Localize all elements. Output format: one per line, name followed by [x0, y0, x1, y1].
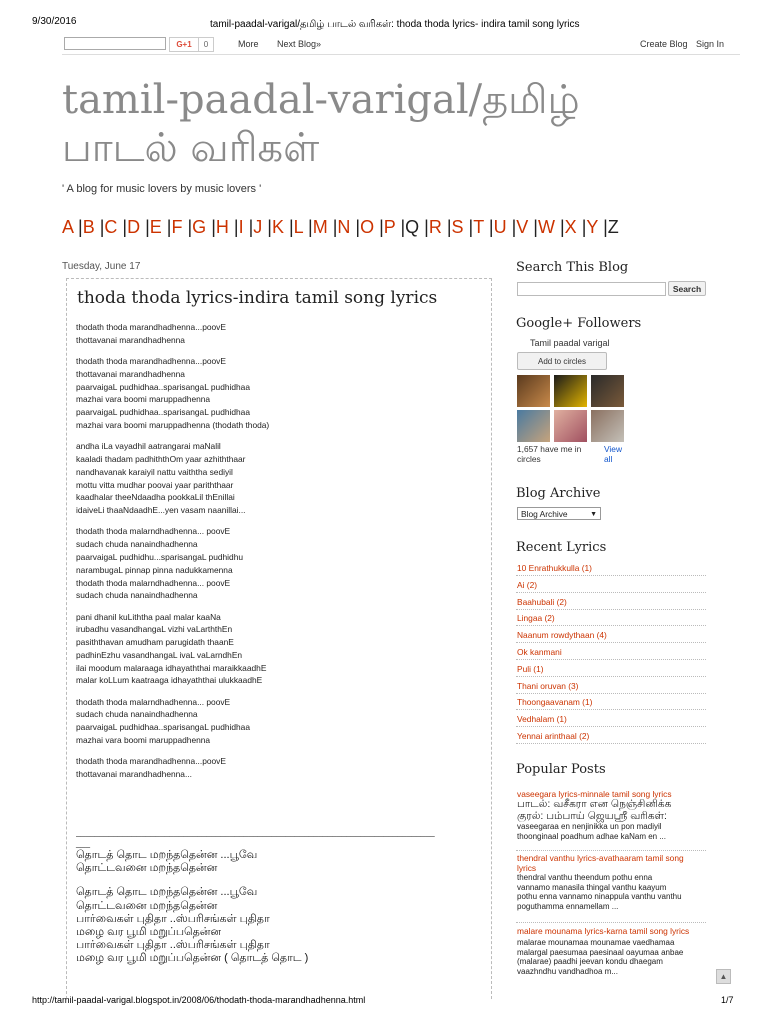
alpha-separator: | [73, 217, 83, 237]
lyrics-line: paarvaigaL pudhidhu...sparisangaL pudhidhu [76, 551, 244, 562]
recent-lyrics-link[interactable]: Baahubali (2) [517, 596, 567, 607]
popular-post-snippet: thendral vanthu theendum pothu enna [517, 873, 653, 882]
alpha-separator: | [182, 217, 193, 237]
alpha-link-w[interactable]: W [537, 217, 555, 237]
divider [516, 743, 706, 744]
blog-search-input[interactable] [517, 282, 666, 296]
alpha-separator: | [262, 217, 272, 237]
alpha-separator: | [554, 217, 565, 237]
lyrics-line: sudach chuda nanaindhadhenna [76, 590, 198, 601]
print-page-title: tamil-paadal-varigal/தமிழ் பாடல் வரிகள்: thoda thoda lyrics- indira tamil song lyrics [210, 19, 580, 30]
archive-select-value: Blog Archive [521, 509, 568, 519]
alpha-separator: | [243, 217, 254, 237]
print-date: 9/30/2016 [32, 16, 77, 27]
popular-post-tamil: குரல்: பம்பாய் ஜெயஸ்ரீ வரிகள்: [517, 809, 667, 822]
post-tamil-lyrics [76, 849, 486, 966]
followers-name[interactable]: Tamil paadal varigal [530, 338, 610, 348]
popular-post-snippet: malarae mounamaa mounamae vaedhamaa [517, 938, 675, 947]
alpha-link-j[interactable]: J [253, 217, 263, 237]
alpha-separator: | [374, 217, 384, 237]
alpha-link-t[interactable]: T [473, 217, 484, 237]
alpha-link-f[interactable]: F [171, 217, 183, 237]
alpha-separator: | [161, 217, 172, 237]
recent-lyrics-link[interactable]: Thani oruvan (3) [517, 680, 579, 691]
navbar-search-input[interactable] [64, 37, 166, 50]
tamil-lyrics-line: தொட்டவனை மறந்ததென்ன [76, 862, 218, 875]
tamil-lyrics-line: பார்வைகள் புதிதா ..ஸ்பரிசங்கள் புதிதா [76, 939, 270, 952]
add-to-circles-button[interactable]: Add to circles [517, 352, 607, 370]
alpha-separator: | [228, 217, 239, 237]
tamil-lyrics-line: தொட்டவனை மறந்ததென்ன [76, 899, 218, 912]
alpha-link-x[interactable]: X [564, 217, 577, 237]
lyrics-line: mottu vitta mudhar poovai yaar pariththaar [76, 479, 234, 490]
alpha-separator: | [206, 217, 216, 237]
alpha-link-i[interactable]: I [238, 217, 244, 237]
alpha-separator: | [463, 217, 474, 237]
post-date: Tuesday, June 17 [62, 261, 141, 272]
lyrics-line: paarvaigaL pudhidhaa..sparisangaL pudhidhaa [76, 407, 251, 418]
alphabet-nav [62, 217, 619, 238]
post-container [66, 278, 492, 999]
tamil-lyrics-line: தொடத் தொட மறந்ததென்ன ...பூவே [76, 886, 258, 899]
lyrics-line: nandhavanak karaiyil nattu vaiththa sediyil [76, 466, 233, 477]
sign-in-link[interactable]: Sign In [696, 39, 725, 49]
lyrics-line [76, 687, 486, 695]
alpha-link-m[interactable]: M [312, 217, 328, 237]
lyrics-line: sudach chuda nanaindhadhenna [76, 709, 198, 720]
follower-avatar[interactable] [591, 375, 624, 407]
view-all-link[interactable]: View all [604, 444, 623, 464]
alpha-link-p[interactable]: P [383, 217, 396, 237]
popular-post-snippet: poguthamma ennamellam ... [517, 901, 619, 911]
alpha-separator: | [283, 217, 294, 237]
alpha-link-e[interactable]: E [149, 217, 162, 237]
alpha-separator: | [441, 217, 452, 237]
lyrics-line: narambugaL pinnap pinna nadukkamenna [76, 564, 233, 575]
recent-heading: Recent Lyrics [516, 540, 607, 555]
popular-post [517, 926, 717, 976]
archive-heading: Blog Archive [516, 486, 601, 501]
divider [516, 922, 706, 923]
alpha-separator: | [94, 217, 105, 237]
follower-avatar[interactable] [517, 410, 550, 442]
alpha-link-c[interactable]: C [104, 217, 118, 237]
tamil-lyrics-line: மழை வர பூமி மறுப்பதென்ன [76, 926, 222, 939]
scroll-to-top-icon[interactable]: ▲ [716, 969, 731, 984]
alpha-separator: | [350, 217, 361, 237]
divider [516, 709, 706, 710]
next-blog-link[interactable]: Next Blog» [277, 39, 322, 49]
lyrics-line [76, 347, 486, 355]
lyrics-line: kaadhalar theeNdaadha pookkaLil thEnillai [76, 492, 235, 503]
archive-select[interactable] [517, 507, 601, 520]
alpha-link-y[interactable]: Y [586, 217, 599, 237]
lyrics-line [76, 432, 486, 440]
alpha-separator: | [395, 217, 406, 237]
lyrics-line: paarvaigaL pudhidhaa..sparisangaL pudhidhaa [76, 381, 251, 392]
alpha-separator: | [117, 217, 128, 237]
popular-post-snippet: (malarae) paadhi jeevan kondu dhaegam [517, 957, 663, 967]
lyrics-line: thodath thoda malarndhadhenna... poovE [76, 526, 231, 537]
lyrics-line: thottavanai marandhadhenna... [76, 769, 192, 780]
blogger-navbar [62, 34, 740, 55]
popular-post-snippet: vaazhndhu vandhadhoa m... [517, 966, 618, 976]
lyrics-line: thodath thoda malarndhadhenna... poovE [76, 696, 231, 707]
divider [516, 850, 706, 851]
follower-avatar[interactable] [591, 410, 624, 442]
lyrics-line: pasiththavan amudham parugidath thaanE [76, 637, 234, 648]
popular-post-title[interactable]: malare mounama lyrics-karna tamil song lyrics [517, 926, 690, 936]
blog-title-line1[interactable]: tamil-paadal-varigal/தமிழ் [62, 77, 580, 123]
popular-post-tamil: பாடல்: வசீகரா என நெஞ்சினிக்க [517, 798, 672, 810]
blog-title-line2[interactable]: பாடல் வரிகள் [62, 125, 320, 171]
alpha-separator: | [419, 217, 429, 237]
lyrics-line [76, 602, 486, 610]
lyrics-separator: _____________________________________________________________________________ [76, 827, 435, 837]
divider [516, 609, 706, 610]
lyrics-line [76, 747, 486, 755]
alpha-link-b[interactable]: B [82, 217, 95, 237]
lyrics-separator-end: ___ [76, 838, 90, 848]
search-heading: Search This Blog [516, 260, 629, 275]
popular-post-title[interactable]: vaseegara lyrics-minnale tamil song lyrics [517, 789, 672, 799]
lyrics-line: thottavanai marandhadhenna [76, 368, 185, 379]
divider [516, 592, 706, 593]
popular-post-title[interactable]: thendral vanthu lyrics-avathaaram tamil song lyrics [517, 853, 684, 873]
alpha-link-h[interactable]: H [215, 217, 229, 237]
alpha-separator: | [140, 217, 150, 237]
alpha-link-z[interactable]: Z [607, 217, 619, 237]
divider [516, 726, 706, 727]
lyrics-line: idaiveLi thaaNdaadhE...yen vasam naanillai... [76, 505, 246, 516]
alpha-separator: | [303, 217, 313, 237]
recent-lyrics-link[interactable]: Yennai arinthaal (2) [517, 731, 590, 741]
lyrics-line: thottavanai marandhadhenna [76, 334, 185, 345]
divider [516, 625, 706, 626]
alpha-separator: | [483, 217, 494, 237]
alpha-separator: | [598, 217, 608, 237]
lyrics-line: pani dhanil kuLiththa paal malar kaaNa [76, 611, 221, 622]
alpha-separator: | [327, 217, 338, 237]
post-lyrics [76, 321, 486, 781]
alpha-link-r[interactable]: R [428, 217, 442, 237]
popular-post-snippet: pothu enna vannamo ninappula vanthu vanthu [517, 892, 682, 902]
create-blog-link[interactable]: Create Blog [640, 39, 688, 49]
alpha-link-k[interactable]: K [271, 217, 284, 237]
popular-post-snippet: vannamo manasila thingal vanthu kaayum [517, 882, 667, 892]
post-title[interactable]: thoda thoda lyrics-indira tamil song lyrics [77, 288, 438, 308]
lyrics-line: thodath thoda malarndhadhenna... poovE [76, 577, 231, 588]
popular-post [517, 789, 717, 841]
circles-count: 1,657 have me in circles [517, 444, 582, 464]
alpha-separator: | [528, 217, 538, 237]
lyrics-line: sudach chuda nanaindhadhenna [76, 539, 198, 550]
recent-lyrics-link[interactable]: Ok kanmani [517, 647, 562, 657]
search-button[interactable]: Search [668, 281, 706, 296]
lyrics-line: mazhai vara boomi maruppadhenna (thodath thoda) [76, 419, 270, 430]
alpha-separator: | [576, 217, 587, 237]
lyrics-line: thodath thoda marandhadhenna...poovE [76, 322, 226, 332]
follower-avatar[interactable] [554, 410, 587, 442]
lyrics-line: thodath thoda marandhadhenna...poovE [76, 756, 226, 767]
recent-lyrics-link[interactable]: Puli (1) [517, 663, 544, 674]
divider [516, 659, 706, 660]
recent-lyrics-link[interactable]: Ai (2) [517, 579, 538, 590]
divider [516, 693, 706, 694]
tamil-lyrics-line: தொடத் தொட மறந்ததென்ன ...பூவே [76, 849, 258, 861]
alpha-link-n[interactable]: N [337, 217, 351, 237]
gplus-count: 0 [198, 37, 214, 52]
lyrics-line: thodath thoda marandhadhenna...poovE [76, 355, 226, 366]
recent-lyrics-link[interactable]: 10 Enrathukkulla (1) [517, 563, 592, 573]
recent-lyrics-link[interactable]: Lingaa (2) [517, 613, 555, 624]
alpha-link-q[interactable]: Q [405, 217, 420, 237]
footer-page-number: 1/7 [721, 995, 734, 1005]
lyrics-line: andha iLa vayadhil aatrangarai maNalil [76, 441, 221, 452]
recent-lyrics-link[interactable]: Vedhalam (1) [517, 714, 567, 725]
popular-post-snippet: thoonginaal poadhum adhae kaNam en ... [517, 831, 666, 841]
gplus-button[interactable]: G+1 [169, 37, 199, 52]
alpha-link-a[interactable]: A [62, 217, 74, 237]
alpha-link-s[interactable]: S [451, 217, 464, 237]
lyrics-line: paarvaigaL pudhidhaa..sparisangaL pudhidhaa [76, 722, 251, 733]
alpha-link-v[interactable]: V [516, 217, 529, 237]
alpha-link-o[interactable]: O [360, 217, 375, 237]
recent-lyrics-link[interactable]: Thoongaavanam (1) [517, 697, 593, 708]
popular-post-snippet: malargal paesumaa paesinaal oayumaa anbae [517, 947, 684, 957]
lyrics-line: mazhai vara boomi maruppadhenna [76, 394, 211, 405]
lyrics-line: padhinEzhu vasandhangaL ivaL vaLarndhEn [76, 649, 243, 660]
popular-heading: Popular Posts [516, 762, 606, 777]
lyrics-line: malar koLLum kaatraaga idhayaththai ulukkaadhE [76, 675, 263, 686]
blog-tagline: ' A blog for music lovers by music lovers ' [62, 183, 262, 195]
divider [516, 676, 706, 677]
divider [516, 642, 706, 643]
alpha-link-l[interactable]: L [293, 217, 303, 237]
tamil-lyrics-line: பார்வைகள் புதிதா ..ஸ்பரிசங்கள் புதிதா [76, 912, 270, 925]
follower-avatar[interactable] [517, 375, 550, 407]
lyrics-line: ilai moodum malaraaga idhayaththai maraikkaadhE [76, 662, 267, 673]
recent-lyrics-link[interactable]: Naanum rowdythaan (4) [517, 630, 607, 641]
popular-post [517, 853, 717, 911]
lyrics-line: mazhai vara boomi maruppadhenna [76, 735, 211, 746]
tamil-lyrics-line [76, 875, 486, 886]
followers-heading: Google+ Followers [516, 316, 642, 331]
lyrics-line: kaaladi thadam padhiththOm yaar azhiththaar [76, 453, 246, 464]
lyrics-line: irubadhu vasandhangaL vizhi vaLarththEn [76, 624, 233, 635]
dropdown-arrow-icon: ▼ [590, 511, 597, 518]
footer-url: http://tamil-paadal-varigal.blogspot.in/2008/06/thodath-thoda-marandhadhenna.html [32, 995, 366, 1005]
popular-post-snippet: vaseegaraa en nenjinikka un pon madiyil [517, 822, 662, 831]
divider [516, 575, 706, 576]
lyrics-line [76, 517, 486, 525]
tamil-lyrics-line: மழை வர பூமி மறுப்பதென்ன ( தொடத் தொட ) [76, 952, 309, 965]
alpha-separator: | [506, 217, 517, 237]
alpha-link-d[interactable]: D [127, 217, 141, 237]
follower-avatar[interactable] [554, 375, 587, 407]
alpha-link-u[interactable]: U [493, 217, 507, 237]
more-link[interactable]: More [238, 39, 259, 49]
alpha-link-g[interactable]: G [192, 217, 207, 237]
